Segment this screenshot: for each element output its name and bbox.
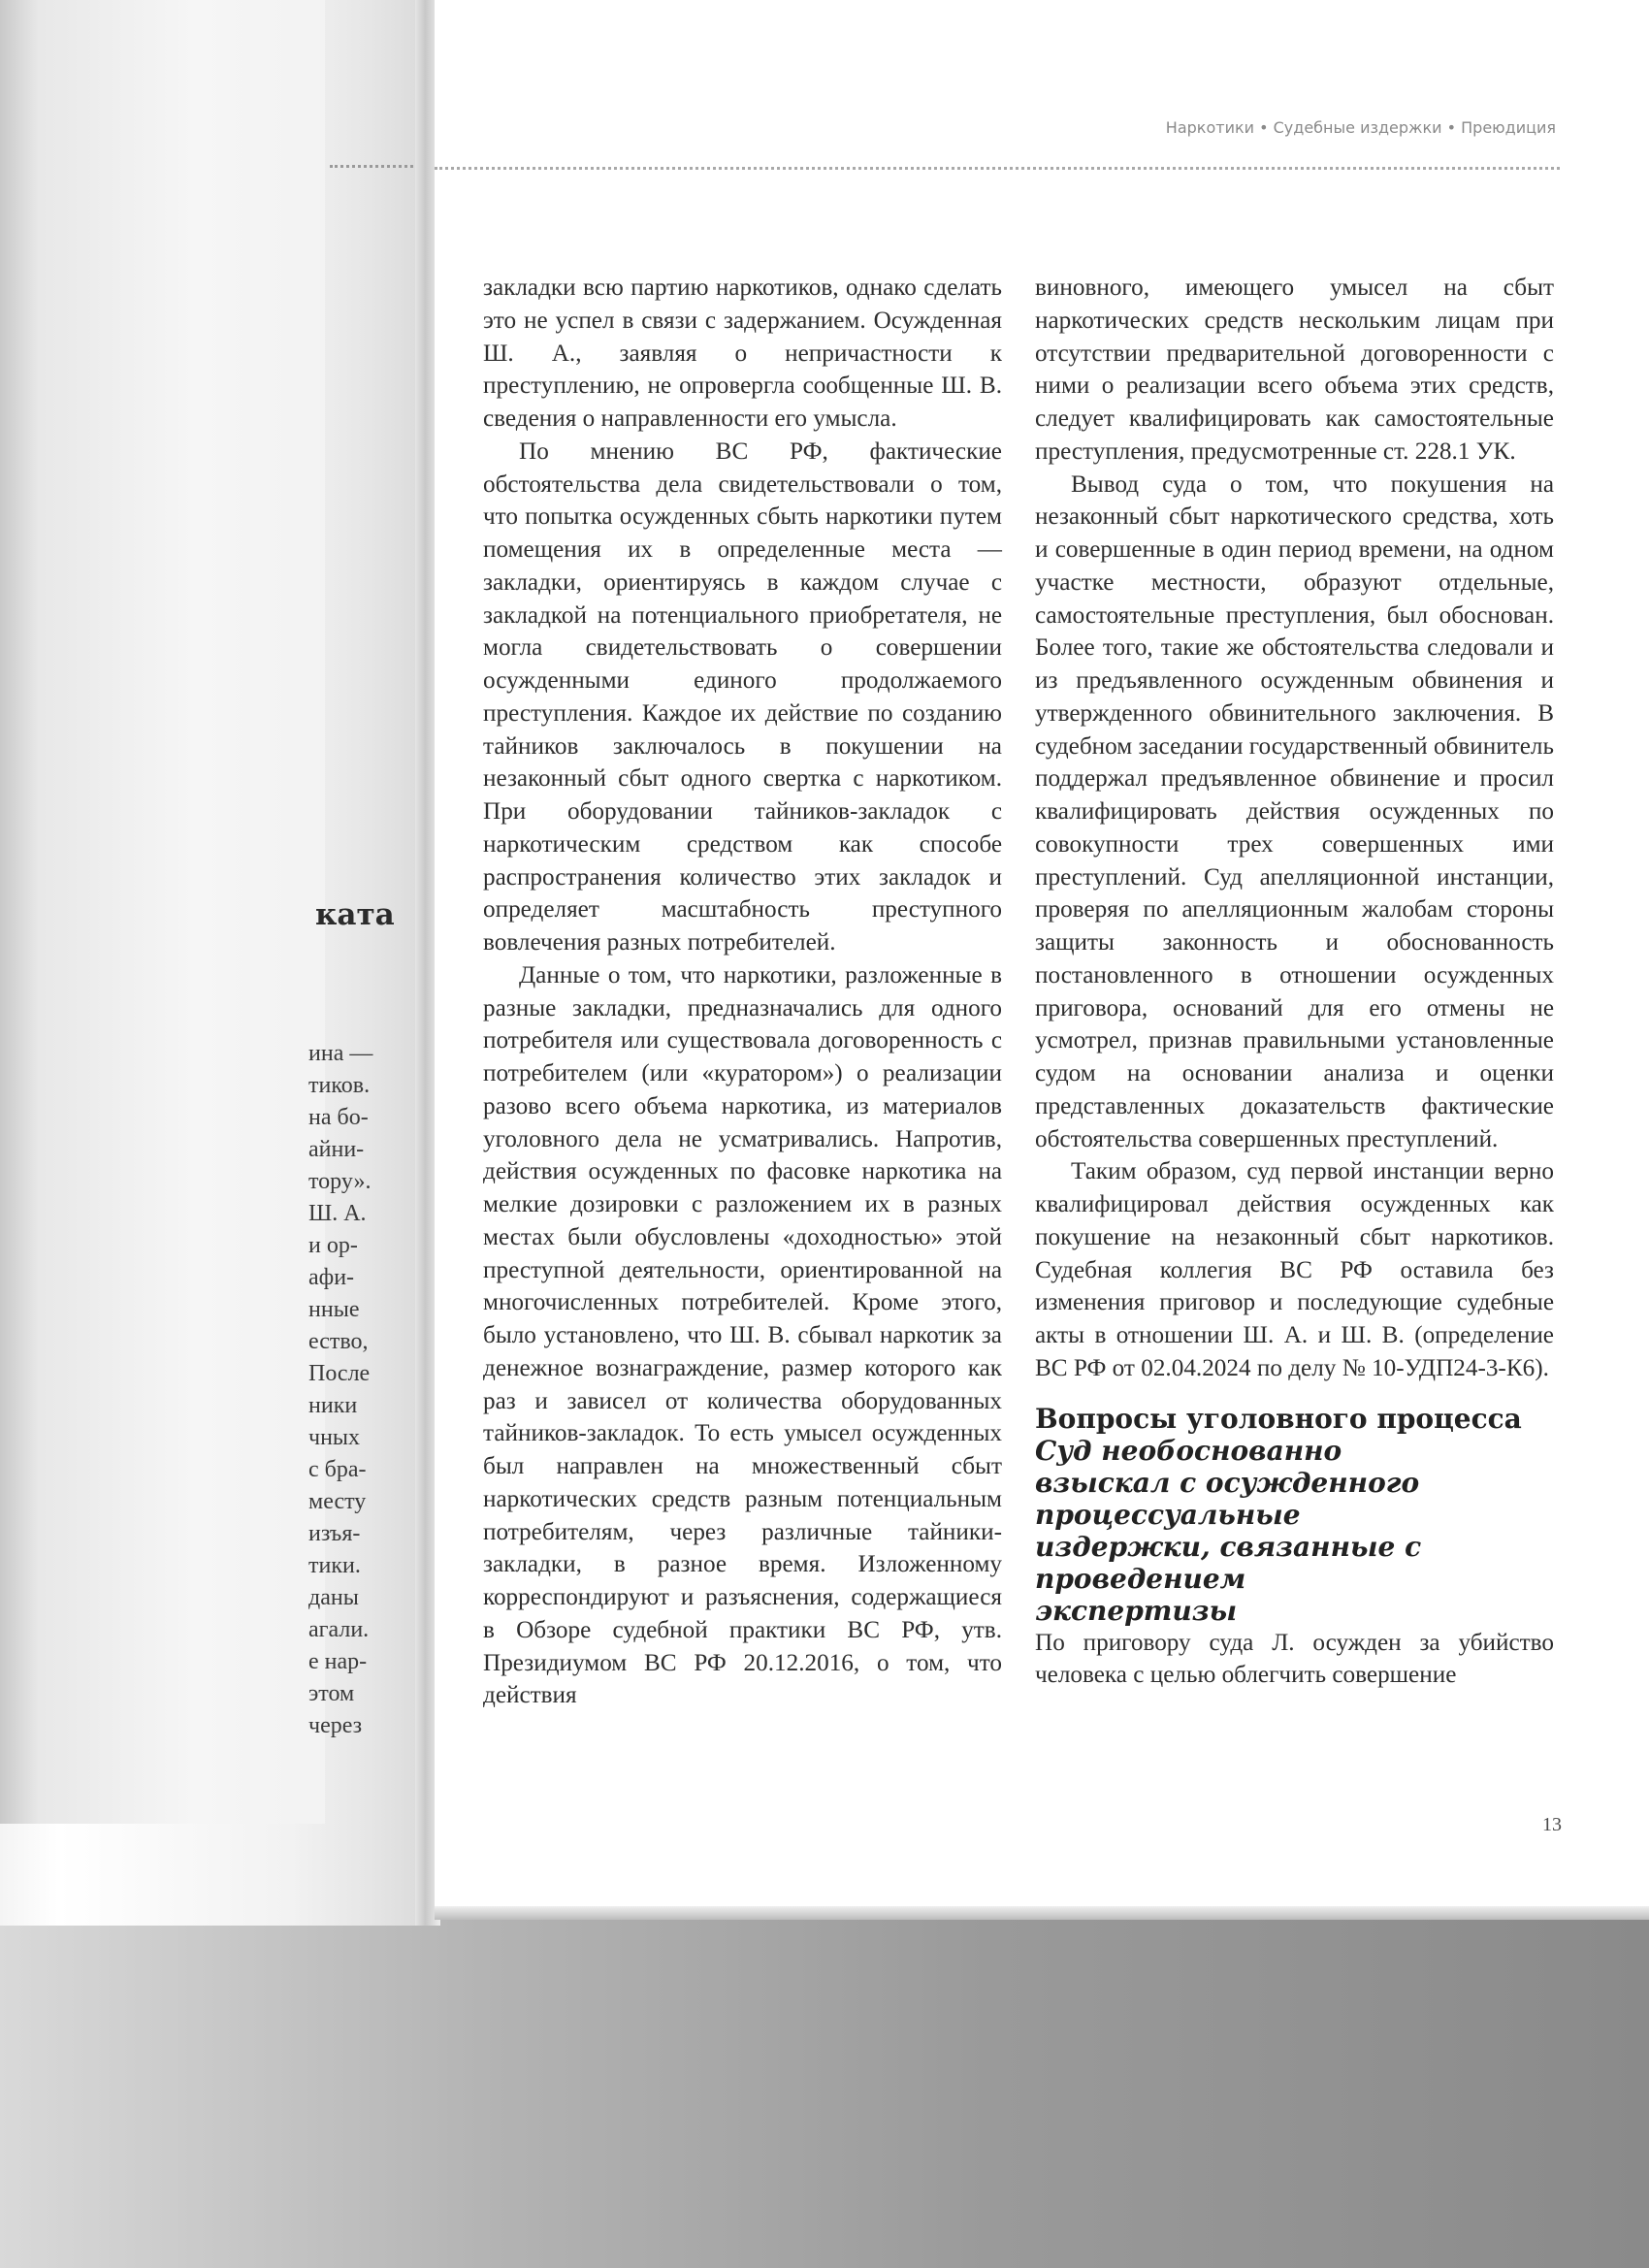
left-page-line-fragment: даны [308, 1585, 359, 1610]
left-page-line-fragment: тору». [308, 1169, 372, 1194]
section-subtitle: Суд необоснованно взыскал с осужденного процессуальные издержки, связанные с проведением экспертизы [1035, 1434, 1422, 1627]
page-edge-shadow [435, 1906, 1649, 1920]
left-page-line-fragment: е нар- [308, 1649, 368, 1674]
running-head: Наркотики • Судебные издержки • Преюдиция [1165, 118, 1556, 137]
page-number: 13 [1542, 1814, 1562, 1835]
paragraph: виновного, имеющего умысел на сбыт наркотических средств нескольким лицам при отсутствии предварительной договоренности с ними о реализации всего объема этих средств, следует квалифицировать как самостоятельные преступления, предусмотренные ст. 228.1 УК. [1035, 275, 1554, 465]
paragraph: закладки всю партию наркотиков, однако сделать это не успел в связи с задержанием. Осужденная Ш. А., заявляя о непричастности к преступлению, не опровергла сообщенные Ш. В. сведения о направленности его умысла. [483, 275, 1002, 432]
left-page-line-fragment: изъя- [308, 1521, 361, 1546]
left-page-margin [0, 0, 325, 1824]
left-page-line-fragment: айни- [308, 1137, 365, 1162]
text-column-left [483, 272, 1002, 1712]
paragraph: По мнению ВС РФ, фактические обстоятельства дела свидетельствовали о том, что попытка осужденных сбыть наркотики путем помещения их в определенные места — закладки, ориентируясь в каждом случае с закладкой на потенциального приобретателя, не могла свидетельствовать о совершении осужденными единого продолжаемого преступления. Каждое их действие по созданию тайников заключалось в покушении на незаконный сбыт одного свертка с наркотиком. При оборудовании тайников-закладок с наркотическим средством как способе распространения количество этих закладок и определяет масштабность преступного вовлечения разных потребителей. [483, 437, 1002, 956]
left-page-line-fragment: афи- [308, 1265, 355, 1290]
paragraph: Данные о том, что наркотики, разложенные в разные закладки, предназначались для одного потребителя или существовала договоренность с потребителем (или «куратором») о реализации разово всего объема наркотика, из материалов уголовного дела не усматривались. Напротив, действия осужденных по фасовке наркотика на мелкие дозировки с разложением их в разных местах были обусловлены «доходностью» этой преступной деятельности, ориентированной на многочисленных потребителей. Кроме этого, было установлено, что Ш. В. сбывал наркотик за денежное вознаграждение, размер которого как раз и зависел от количества оборудованных тайников-закладок. То есть умысел осужденных был направлен на множественный сбыт наркотических средств разным потенциальным потребителям, через различные тайники-закладки, в разное время. Изложенному корреспондируют и разъяснения, содержащиеся в Обзоре судебной практики ВС РФ, утв. Президиумом ВС РФ 20.12.2016, о том, что действия [483, 961, 1002, 1709]
scan-background [0, 1901, 1649, 2268]
page [435, 0, 1649, 1916]
paragraph: Таким образом, суд первой инстанции верно квалифицировал действия осужденных как покушение на незаконный сбыт наркотиков. Судебная коллегия ВС РФ оставила без изменения приговор и последующие судебные акты в отношении Ш. А. и Ш. В. (определение ВС РФ от 02.04.2024 по делу № 10-УДП24-3-К6). [1035, 1158, 1554, 1381]
paragraph: Вывод суда о том, что покушения на незаконный сбыт наркотического средства, хоть и совершенные в один период времени, на одном участке местности, образуют отдельные, самостоятельные преступления, был обоснован. Более того, такие же обстоятельства следовали и из предъявленного осужденным обвинения и утвержденного обвинительного заключения. В судебном заседании государственный обвинитель поддержал предъявленное обвинение и просил квалифицировать действия осужденных по совокупности трех совершенных ими преступлений. Суд апелляционной инстанции, проверяя по апелляционным жалобам стороны защиты законность и обоснованность постановленного в отношении осужденных приговора, оснований для его отмены не усмотрел, признав правильными установленные судом на основании анализа и оценки представленных доказательств фактические обстоятельства совершенных преступлений. [1035, 470, 1554, 1152]
left-page-line-fragment: тиков. [308, 1073, 371, 1098]
header-rule [435, 167, 1560, 170]
left-page-line-fragment: Ш. А. [308, 1201, 367, 1226]
left-page-text-fragments [308, 1038, 415, 1742]
left-page-line-fragment: с бра- [308, 1457, 367, 1482]
section-title: Вопросы уголовного процесса [1035, 1402, 1522, 1435]
left-page-line-fragment: После [308, 1361, 371, 1386]
left-page-line-fragment: ники [308, 1393, 358, 1418]
left-page-heading-fragment: ката [315, 897, 395, 932]
left-page-line-fragment: этом [308, 1681, 355, 1706]
left-page-line-fragment: агали. [308, 1617, 370, 1642]
paragraph: По приговору суда Л. осужден за убийство человека с целью облегчить совершение [1035, 1629, 1554, 1689]
left-page-line-fragment: месту [308, 1489, 367, 1514]
left-page-line-fragment: ество, [308, 1329, 369, 1354]
left-page-line-fragment: тики. [308, 1553, 361, 1578]
left-page [0, 0, 427, 1926]
left-page-line-fragment: на бо- [308, 1105, 369, 1130]
left-page-line-fragment: нные [308, 1297, 360, 1322]
text-column-right [1035, 272, 1554, 1692]
left-page-line-fragment: чных [308, 1425, 361, 1450]
left-page-line-fragment: ина — [308, 1041, 373, 1066]
left-page-line-fragment: через [308, 1713, 363, 1738]
left-page-line-fragment: и ор- [308, 1233, 358, 1258]
